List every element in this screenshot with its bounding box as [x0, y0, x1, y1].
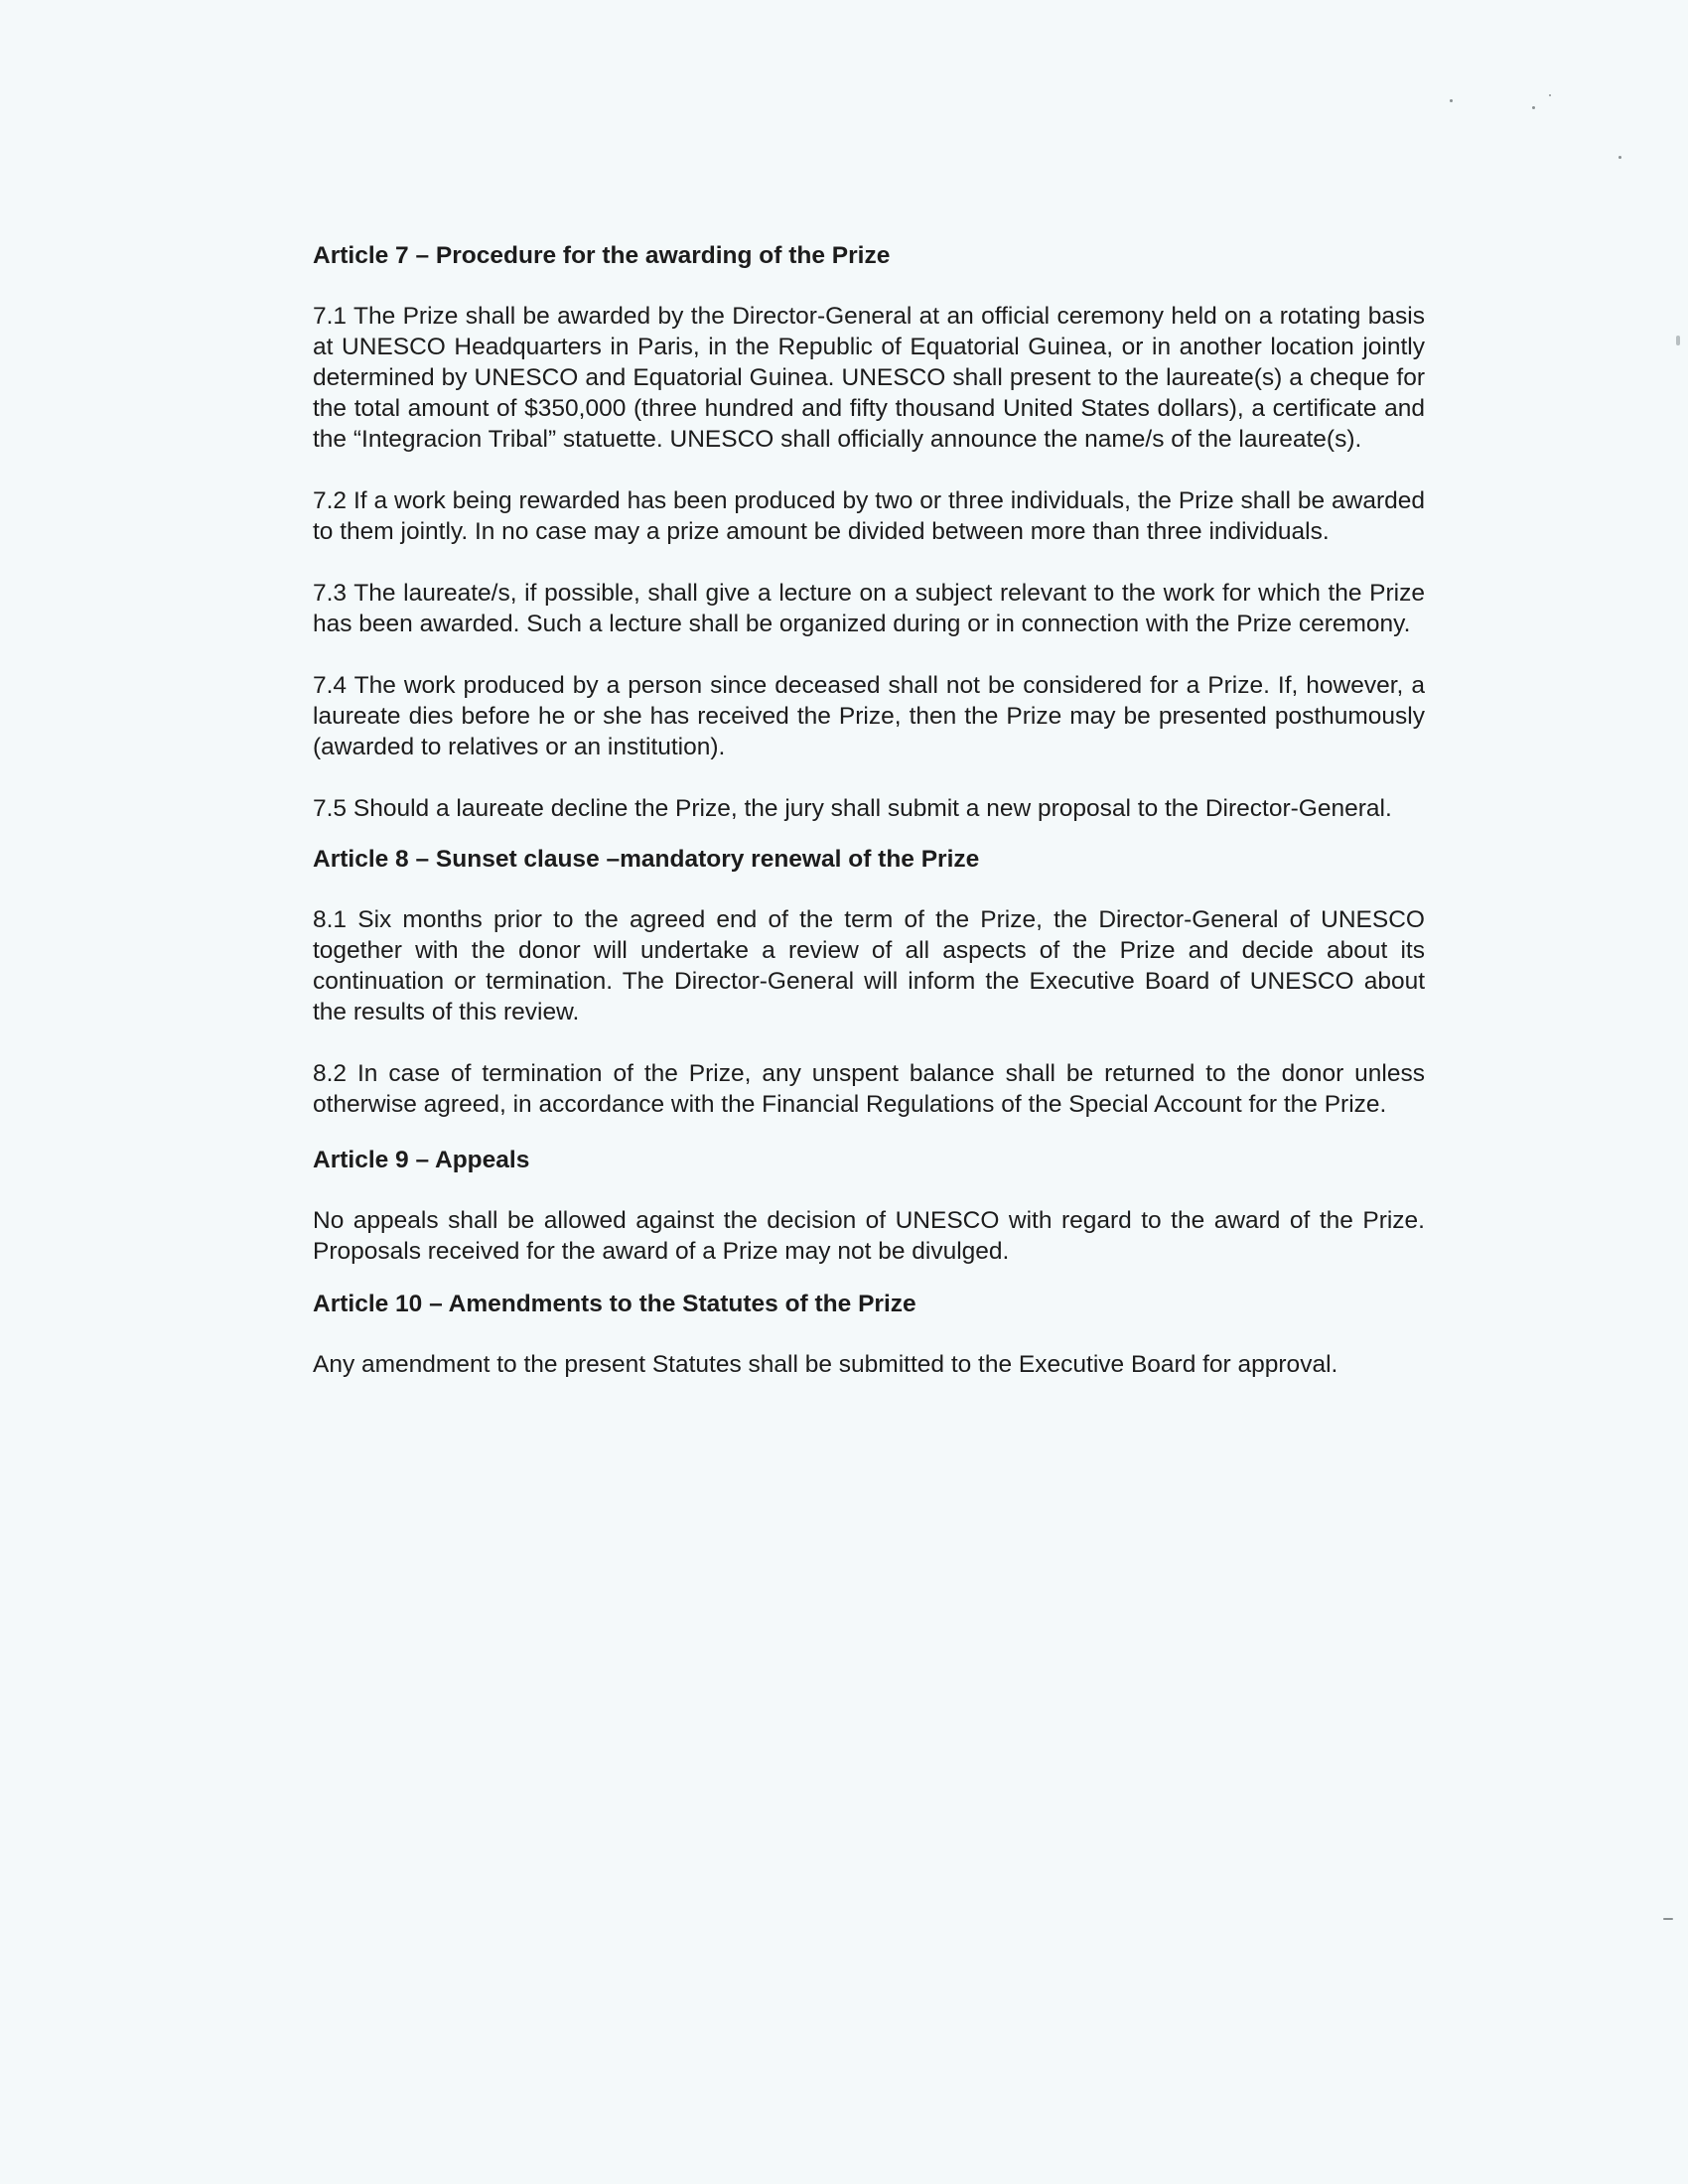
scan-speck	[1676, 336, 1680, 345]
article-heading: Article 8 – Sunset clause –mandatory renewal of the Prize	[313, 846, 980, 873]
scan-speck	[1549, 94, 1551, 96]
scan-speck	[1450, 99, 1453, 102]
paragraph: 8.1 Six months prior to the agreed end of the term of the Prize, the Director-General of UNESCO together with the donor will undertake a review of all aspects of the Prize and decide about its continuation or termination. The Director-General will inform the Executive Board of UNESCO about the results of this review.	[313, 906, 1425, 1025]
article-heading: Article 9 – Appeals	[313, 1147, 530, 1173]
article-8	[313, 844, 1425, 1120]
paragraph: 7.4 The work produced by a person since deceased shall not be considered for a Prize. If, however, a laureate dies before he or she has received the Prize, then the Prize may be presented posthumously (awarded to relatives or an institution).	[313, 672, 1425, 760]
scan-speck	[1663, 1918, 1673, 1920]
document-body	[313, 240, 1425, 1411]
scan-speck	[1532, 106, 1535, 109]
article-heading: Article 7 – Procedure for the awarding of the Prize	[313, 242, 891, 269]
article-7	[313, 240, 1425, 824]
paragraph: 8.2 In case of termination of the Prize, any unspent balance shall be returned to the donor unless otherwise agreed, in accordance with the Financial Regulations of the Special Account for the Prize.	[313, 1060, 1425, 1118]
paragraph: 7.2 If a work being rewarded has been produced by two or three individuals, the Prize shall be awarded to them jointly. In no case may a prize amount be divided between more than three individuals.	[313, 487, 1425, 545]
paragraph: 7.1 The Prize shall be awarded by the Director-General at an official ceremony held on a rotating basis at UNESCO Headquarters in Paris, in the Republic of Equatorial Guinea, or in another location jointly determined by UNESCO and Equatorial Guinea. UNESCO shall present to the laureate(s) a cheque for the total amount of $350,000 (three hundred and fifty thousand United States dollars), a certificate and the “Integracion Tribal” statuette. UNESCO shall officially announce the name/s of the laureate(s).	[313, 303, 1425, 453]
paragraph: 7.5 Should a laureate decline the Prize, the jury shall submit a new proposal to the Director-General.	[313, 795, 1392, 822]
paragraph: Any amendment to the present Statutes shall be submitted to the Executive Board for approval.	[313, 1351, 1338, 1378]
article-heading: Article 10 – Amendments to the Statutes of the Prize	[313, 1291, 916, 1317]
paragraph: No appeals shall be allowed against the decision of UNESCO with regard to the award of the Prize. Proposals received for the award of a Prize may not be divulged.	[313, 1207, 1425, 1265]
paragraph: 7.3 The laureate/s, if possible, shall give a lecture on a subject relevant to the work for which the Prize has been awarded. Such a lecture shall be organized during or in connection with the Prize ceremony.	[313, 580, 1425, 637]
article-10	[313, 1289, 1425, 1380]
article-9	[313, 1145, 1425, 1267]
scan-speck	[1618, 156, 1621, 159]
